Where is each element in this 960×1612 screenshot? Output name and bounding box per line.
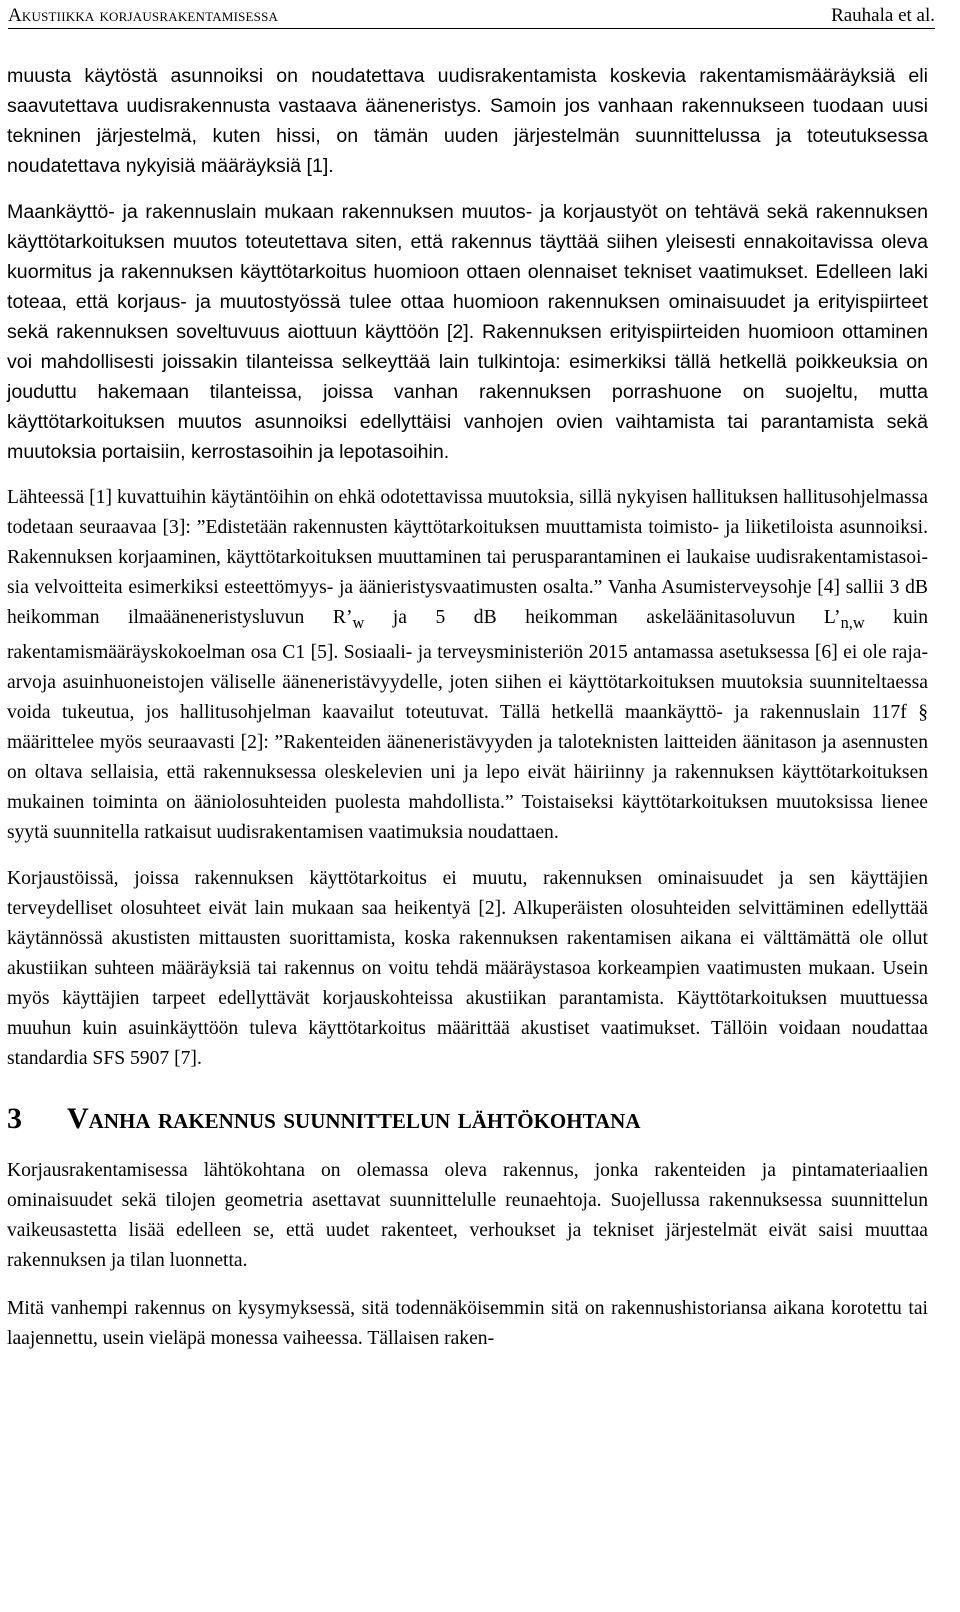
page-body	[7, 61, 928, 1354]
section-title: Vanha rakennus suunnittelun lähtökohtana	[67, 1101, 641, 1135]
paragraph-2: Maankäyttö- ja rakennuslain mukaan rakennuksen muutos- ja korjaustyöt on tehtävä sekä rakennuksen käyttötarkoituksen muutos toteutettava siten, että rakennus täyttää siihen yleisesti ennakoitavissa oleva kuormitus ja rakennuksen käyttötarkoitus huomioon ottaen olennaiset tekniset vaatimukset. Edelleen laki toteaa, että korjaus- ja muutostyössä tulee ottaa huomioon rakennuksen ominaisuudet ja erityispiirteet sekä rakennuksen soveltuvuus aiottuun käyttöön [2]. Rakennuksen erityispiirteiden huomioon ottaminen voi mahdollisesti joissakin tilanteissa selkeyttää lain tulkintoja: esimerkiksi tällä hetkellä poikkeuksia on jouduttu hakemaan tilanteissa, joissa vanhan rakennuksen porrashuone on suojeltu, mutta käyttötarkoituksen muutos asunnoiksi edellyttäisi vanhojen ovien vaihtamista tai parantamista sekä muutoksia portaisiin, kerrostasoihin ja lepotasoihin.	[7, 201, 928, 463]
journal-title: Akustiikka korjausrakentamisessa	[8, 5, 279, 26]
paragraph-6: Mitä vanhempi rakennus on kysymyksessä, sitä todennäköisemmin sitä on rakennushistoriansa aikana korotettu tai laajennettu, usein vieläpä monessa vaiheessa. Tällaisen raken-	[7, 1297, 928, 1349]
section-number: 3	[7, 1101, 22, 1135]
subscript-nw: n,w	[840, 612, 865, 632]
paragraph-3-part-a: Lähteessä [1] kuvattuihin käytäntöihin on ehkä odotettavissa muutoksia, sillä nykyisen hallituksen hallitusohjelmassa todetaan seuraavaa [3]: ”Edistetään rakennusten käyttötarkoituksen muuttamista toimisto- ja liiketiloista asunnoiksi. Rakennuksen korjaaminen, käyttötarkoituksen muuttaminen tai perusparantaminen ei laukaise uudisrakentamistasoisia velvoitteita esimerkiksi esteettömyys- ja äänieristysvaatimusten osalta.” Vanha Asumisterveysohje [4] sallii 3 dB heikomman ilmaääneneristysluvun R’	[7, 487, 928, 628]
running-header	[8, 4, 935, 29]
section-heading	[7, 1100, 928, 1138]
paragraph-1: muusta käytöstä asunnoiksi on noudatettava uudisrakentamista koskevia rakentamismääräyksiä eli saavutettava uudisrakennusta vastaava ääneneristys. Samoin jos vanhaan rakennukseen tuodaan uusi tekninen järjestelmä, kuten hissi, on tämän uuden järjestelmän suunnittelussa ja toteutuksessa noudatettava nykyisiä määräyksiä [1].	[7, 65, 928, 177]
paragraph-3-part-b: ja 5 dB heikomman askeläänitasoluvun L’	[364, 607, 841, 628]
paragraph-3-part-c: kuin rakentamismääräyskokoelman osa C1 [5]. Sosiaali- ja terveysministeriön 2015 antamassa asetuksessa [6] ei ole raja-arvoja asuinhuoneistojen väliselle ääneneristävyydelle, joten siihen ei käyttötarkoituksen muutoksia suunniteltaessa voida tukeutua, jos hallitusohjelman kaavailut toteutuvat. Tällä hetkellä maankäyttö- ja rakennuslain 117f § määrittelee myös seuraavasti [2]: ”Rakenteiden ääneneristävyyden ja taloteknisten laitteiden äänitason ja asennusten on oltava sellaisia, että rakennuksessa oleskelevien uni ja lepo eivät häiriinny ja rakennuksen käyttötarkoituksen mukainen toiminta on ääniolosuhteiden puolesta mahdollista.” Toistaiseksi käyttötarkoituksen muutoksissa lienee syytä suunnitella ratkaisut uudisrakentamisen vaatimuksia noudattaen.	[7, 607, 928, 843]
paragraph-4: Korjaustöissä, joissa rakennuksen käyttötarkoitus ei muutu, rakennuksen ominaisuudet ja sen käyttäjien terveydelliset olosuhteet eivät lain mukaan saa heikentyä [2]. Alkuperäisten olosuhteiden selvittäminen edellyttää käytännössä akustisten mittausten suorittamista, koska rakennuksen rakentamisen aikana ei välttämättä ole ollut akustiikan suhteen määräyksiä tai rakennus on voitu tehdä määräystasoa korkeampien vaatimusten mukaan. Usein myös käyttäjien tarpeet edellyttävät korjauskohteissa akustiikan parantamista. Käyttötarkoituksen muuttuessa muuhun kuin asuinkäyttöön tuleva käyttötarkoitus määrittää akustiset vaatimukset. Tällöin voidaan noudattaa standardia SFS 5907 [7].	[7, 867, 928, 1069]
subscript-w: w	[352, 612, 365, 632]
paragraph-3	[7, 483, 928, 848]
paragraph-5: Korjausrakentamisessa lähtökohtana on olemassa oleva rakennus, jonka rakenteiden ja pintamateriaalien ominaisuudet sekä tilojen geometria asettavat suunnittelulle reunaehtoja. Suojellussa rakennuksessa suunnittelun vaikeusastetta lisää edelleen se, että uudet rakenteet, verhoukset ja tekniset järjestelmät eivät saisi muuttaa rakennuksen ja tilan luonnetta.	[7, 1159, 928, 1271]
authors: Rauhala et al.	[831, 5, 935, 26]
